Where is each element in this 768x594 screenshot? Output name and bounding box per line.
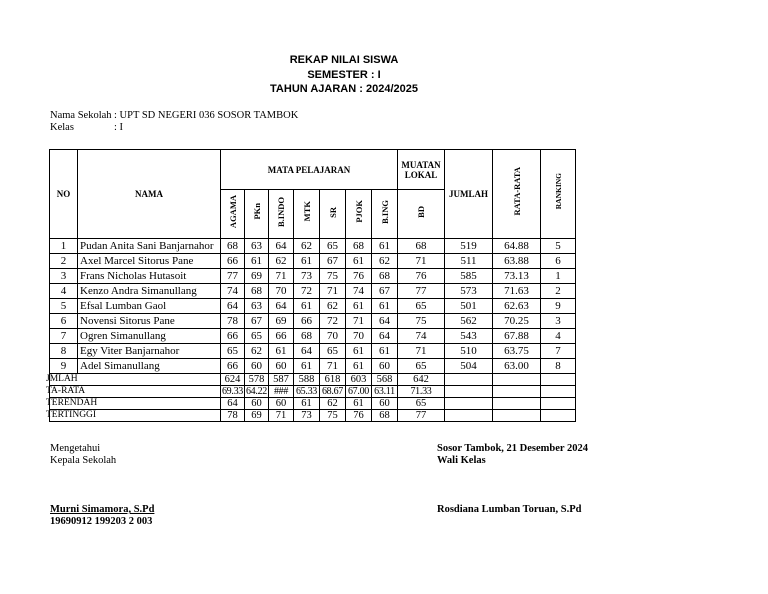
school-info: [50, 110, 298, 122]
row-score: 64: [269, 299, 294, 314]
row-score: 61: [346, 344, 372, 359]
header-ranking: RANKING: [553, 173, 563, 210]
summary-value: 61: [294, 398, 320, 410]
row-bd: 77: [398, 284, 445, 299]
row-score: 72: [294, 284, 320, 299]
row-rata: 63.75: [493, 344, 541, 359]
table-row: [50, 284, 576, 299]
table-row: [50, 314, 576, 329]
summary-value: 642: [398, 374, 445, 386]
row-jumlah: 562: [445, 314, 493, 329]
row-jumlah: 511: [445, 254, 493, 269]
row-score: 61: [346, 299, 372, 314]
summary-row: [50, 386, 576, 398]
summary-empty: [445, 398, 493, 410]
subject-header-cell: [346, 190, 372, 239]
row-nama: Frans Nicholas Hutasoit: [78, 269, 221, 284]
row-score: 63: [245, 239, 269, 254]
row-score: 60: [372, 359, 398, 374]
row-score: 66: [269, 329, 294, 344]
summary-value: 73: [294, 410, 320, 422]
row-nama: Axel Marcel Sitorus Pane: [78, 254, 221, 269]
row-score: 61: [294, 254, 320, 269]
row-bd: 76: [398, 269, 445, 284]
row-score: 76: [346, 269, 372, 284]
summary-value: 77: [398, 410, 445, 422]
row-jumlah: 519: [445, 239, 493, 254]
row-score: 62: [294, 239, 320, 254]
summary-label: TERTINGGI: [46, 410, 97, 420]
row-rata: 63.88: [493, 254, 541, 269]
row-score: 68: [221, 239, 245, 254]
row-score: 67: [320, 254, 346, 269]
place-date: Sosor Tambok, 21 Desember 2024: [437, 443, 589, 454]
row-score: 73: [294, 269, 320, 284]
subject-header-cell: [269, 190, 294, 239]
row-bd: 68: [398, 239, 445, 254]
row-score: 64: [372, 329, 398, 344]
row-score: 61: [294, 359, 320, 374]
row-no: 5: [50, 299, 78, 314]
homeroom-title: Wali Kelas: [437, 455, 486, 466]
subject-header-cell: [245, 190, 269, 239]
row-no: 3: [50, 269, 78, 284]
subject-header-cell: [372, 190, 398, 239]
class-info: [50, 122, 123, 134]
summary-empty: [445, 386, 493, 398]
row-score: 60: [269, 359, 294, 374]
row-score: 62: [245, 344, 269, 359]
summary-value: 71.33: [398, 386, 445, 398]
row-score: 61: [372, 299, 398, 314]
summary-label-cell: [46, 374, 221, 386]
summary-value: 624: [221, 374, 245, 386]
summary-row: [50, 398, 576, 410]
summary-label: TA-RATA: [46, 386, 86, 396]
row-rata: 64.88: [493, 239, 541, 254]
row-score: 61: [269, 344, 294, 359]
row-score: 75: [320, 269, 346, 284]
row-score: 69: [269, 314, 294, 329]
row-score: 68: [346, 239, 372, 254]
principal-title: Kepala Sekolah: [50, 455, 117, 466]
summary-label-cell: [46, 398, 221, 410]
row-score: 74: [221, 284, 245, 299]
header-no: NO: [50, 150, 78, 239]
summary-value: 69.33: [221, 386, 243, 397]
row-rata: 67.88: [493, 329, 541, 344]
summary-label: JMLAH: [46, 374, 78, 384]
summary-empty: [493, 398, 541, 410]
row-no: 4: [50, 284, 78, 299]
row-score: 65: [245, 329, 269, 344]
summary-value: 69: [245, 410, 269, 422]
summary-value: 587: [269, 374, 294, 386]
school-label: Nama Sekolah: [50, 110, 112, 121]
summary-empty: [445, 410, 493, 422]
row-rank: 9: [541, 299, 576, 314]
row-score: 78: [221, 314, 245, 329]
summary-value: ###: [269, 386, 294, 398]
summary-empty: [493, 386, 541, 398]
summary-empty: [493, 410, 541, 422]
summary-value: 60: [269, 398, 294, 410]
row-score: 68: [245, 284, 269, 299]
row-bd: 75: [398, 314, 445, 329]
row-score: 74: [346, 284, 372, 299]
table-row: [50, 344, 576, 359]
row-score: 64: [221, 299, 245, 314]
subject-header: PJOK: [353, 200, 364, 223]
summary-label-cell: [46, 386, 221, 398]
table-row: [50, 269, 576, 284]
summary-value: 618: [320, 374, 346, 386]
row-jumlah: 573: [445, 284, 493, 299]
row-jumlah: 585: [445, 269, 493, 284]
academic-year-label: TAHUN AJARAN : 2024/2025: [270, 83, 418, 95]
subject-header: AGAMA: [227, 194, 238, 229]
header-rata-rata-cell: [493, 150, 541, 239]
summary-value: 60: [245, 398, 269, 410]
summary-value: 64.22: [245, 386, 267, 397]
summary-value: 61: [346, 398, 372, 410]
subject-header-cell: [294, 190, 320, 239]
row-score: 62: [372, 254, 398, 269]
local-subject-header-cell: [398, 190, 445, 239]
row-score: 71: [320, 359, 346, 374]
row-jumlah: 501: [445, 299, 493, 314]
summary-value: 578: [245, 374, 269, 386]
row-score: 65: [221, 344, 245, 359]
student-rows: [50, 239, 576, 374]
row-score: 65: [320, 344, 346, 359]
row-no: 9: [50, 359, 78, 374]
summary-row: [50, 410, 576, 422]
header-jumlah: JUMLAH: [445, 150, 493, 239]
row-rank: 5: [541, 239, 576, 254]
row-rank: 8: [541, 359, 576, 374]
row-score: 71: [346, 314, 372, 329]
summary-empty: [541, 386, 576, 398]
row-nama: Kenzo Andra Simanullang: [78, 284, 221, 299]
row-score: 61: [346, 359, 372, 374]
subject-header-cell: [221, 190, 245, 239]
summary-value: 68: [372, 410, 398, 422]
subject-header: B.ING: [379, 199, 390, 224]
subject-header: PKn: [251, 203, 262, 220]
row-bd: 65: [398, 299, 445, 314]
row-rata: 73.13: [493, 269, 541, 284]
row-score: 61: [372, 239, 398, 254]
row-bd: 71: [398, 254, 445, 269]
row-nama: Efsal Lumban Gaol: [78, 299, 221, 314]
row-score: 65: [320, 239, 346, 254]
row-score: 67: [372, 284, 398, 299]
principal-name: Murni Simamora, S.Pd: [50, 504, 155, 515]
row-score: 63: [245, 299, 269, 314]
row-nama: Adel Simanullang: [78, 359, 221, 374]
row-score: 61: [372, 344, 398, 359]
grade-recap-table: [46, 149, 576, 422]
row-no: 6: [50, 314, 78, 329]
row-no: 7: [50, 329, 78, 344]
header-muatan-lokal: MUATAN LOKAL: [398, 150, 445, 190]
class-value: : I: [114, 122, 124, 133]
row-rata: 71.63: [493, 284, 541, 299]
summary-value: 568: [372, 374, 398, 386]
row-score: 71: [320, 284, 346, 299]
row-score: 61: [346, 254, 372, 269]
summary-label-cell: [46, 410, 221, 422]
row-jumlah: 510: [445, 344, 493, 359]
homeroom-name: Rosdiana Lumban Toruan, S.Pd: [437, 504, 582, 515]
table-row: [50, 254, 576, 269]
row-rata: 62.63: [493, 299, 541, 314]
row-no: 1: [50, 239, 78, 254]
row-score: 67: [245, 314, 269, 329]
row-score: 61: [245, 254, 269, 269]
row-score: 66: [221, 359, 245, 374]
acknowledge-label: Mengetahui: [50, 443, 101, 454]
summary-empty: [493, 374, 541, 386]
report-title: REKAP NILAI SISWA: [289, 54, 399, 66]
summary-value: 76: [346, 410, 372, 422]
table-row: [50, 359, 576, 374]
row-score: 71: [269, 269, 294, 284]
summary-label: TERENDAH: [46, 398, 98, 408]
row-score: 64: [294, 344, 320, 359]
summary-value: 68.67: [320, 386, 346, 398]
row-score: 64: [269, 239, 294, 254]
summary-value: 64: [221, 398, 245, 410]
summary-value: 65: [398, 398, 445, 410]
row-bd: 65: [398, 359, 445, 374]
class-label: Kelas: [50, 122, 74, 133]
row-bd: 71: [398, 344, 445, 359]
table-row: [50, 239, 576, 254]
summary-value: 603: [346, 374, 372, 386]
row-rank: 3: [541, 314, 576, 329]
row-rank: 1: [541, 269, 576, 284]
row-score: 69: [245, 269, 269, 284]
summary-row: [50, 374, 576, 386]
summary-value: 65.33: [294, 386, 320, 398]
semester-label: SEMESTER : I: [307, 68, 381, 81]
row-score: 72: [320, 314, 346, 329]
summary-empty: [541, 410, 576, 422]
row-nama: Ogren Simanullang: [78, 329, 221, 344]
row-rank: 6: [541, 254, 576, 269]
row-nama: Egy Viter Banjarnahor: [78, 344, 221, 359]
table-row: [50, 329, 576, 344]
summary-rows: [46, 374, 576, 422]
row-rank: 7: [541, 344, 576, 359]
row-score: 66: [221, 254, 245, 269]
row-score: 60: [245, 359, 269, 374]
row-score: 68: [372, 269, 398, 284]
summary-value: 71: [269, 410, 294, 422]
row-score: 62: [320, 299, 346, 314]
header-mata-pelajaran: MATA PELAJARAN: [221, 150, 398, 190]
subject-header-cell: [320, 190, 346, 239]
row-bd: 74: [398, 329, 445, 344]
summary-value: 63.11: [372, 386, 398, 398]
row-score: 66: [221, 329, 245, 344]
table-row: [50, 299, 576, 314]
row-score: 77: [221, 269, 245, 284]
row-no: 2: [50, 254, 78, 269]
row-score: 62: [269, 254, 294, 269]
header-nama: NAMA: [78, 150, 221, 239]
row-jumlah: 504: [445, 359, 493, 374]
row-nama: Novensi Sitorus Pane: [78, 314, 221, 329]
row-rata: 70.25: [493, 314, 541, 329]
summary-value: 67.00: [346, 386, 372, 398]
row-rata: 63.00: [493, 359, 541, 374]
row-score: 70: [269, 284, 294, 299]
subject-header: SR: [327, 207, 338, 218]
row-score: 64: [372, 314, 398, 329]
row-score: 61: [294, 299, 320, 314]
row-rank: 2: [541, 284, 576, 299]
principal-nip: 19690912 199203 2 003: [50, 516, 153, 527]
summary-value: 62: [320, 398, 346, 410]
subject-header: B.INDO: [276, 196, 286, 227]
summary-value: 588: [294, 374, 320, 386]
row-score: 70: [346, 329, 372, 344]
report-title-block: [0, 53, 688, 97]
local-subject-header: BD: [416, 206, 426, 218]
row-nama: Pudan Anita Sani Banjarnahor: [78, 239, 221, 254]
subject-header: MTK: [301, 201, 312, 222]
summary-value: 78: [221, 410, 245, 422]
header-rata-rata: RATA-RATA: [511, 167, 522, 216]
row-score: 68: [294, 329, 320, 344]
row-score: 70: [320, 329, 346, 344]
header-ranking-cell: [541, 150, 576, 239]
school-value: : UPT SD NEGERI 036 SOSOR TAMBOK: [114, 110, 299, 121]
row-rank: 4: [541, 329, 576, 344]
row-score: 66: [294, 314, 320, 329]
summary-empty: [445, 374, 493, 386]
row-no: 8: [50, 344, 78, 359]
summary-empty: [541, 398, 576, 410]
summary-value: 60: [372, 398, 398, 410]
summary-value: 75: [320, 410, 346, 422]
row-jumlah: 543: [445, 329, 493, 344]
summary-empty: [541, 374, 576, 386]
